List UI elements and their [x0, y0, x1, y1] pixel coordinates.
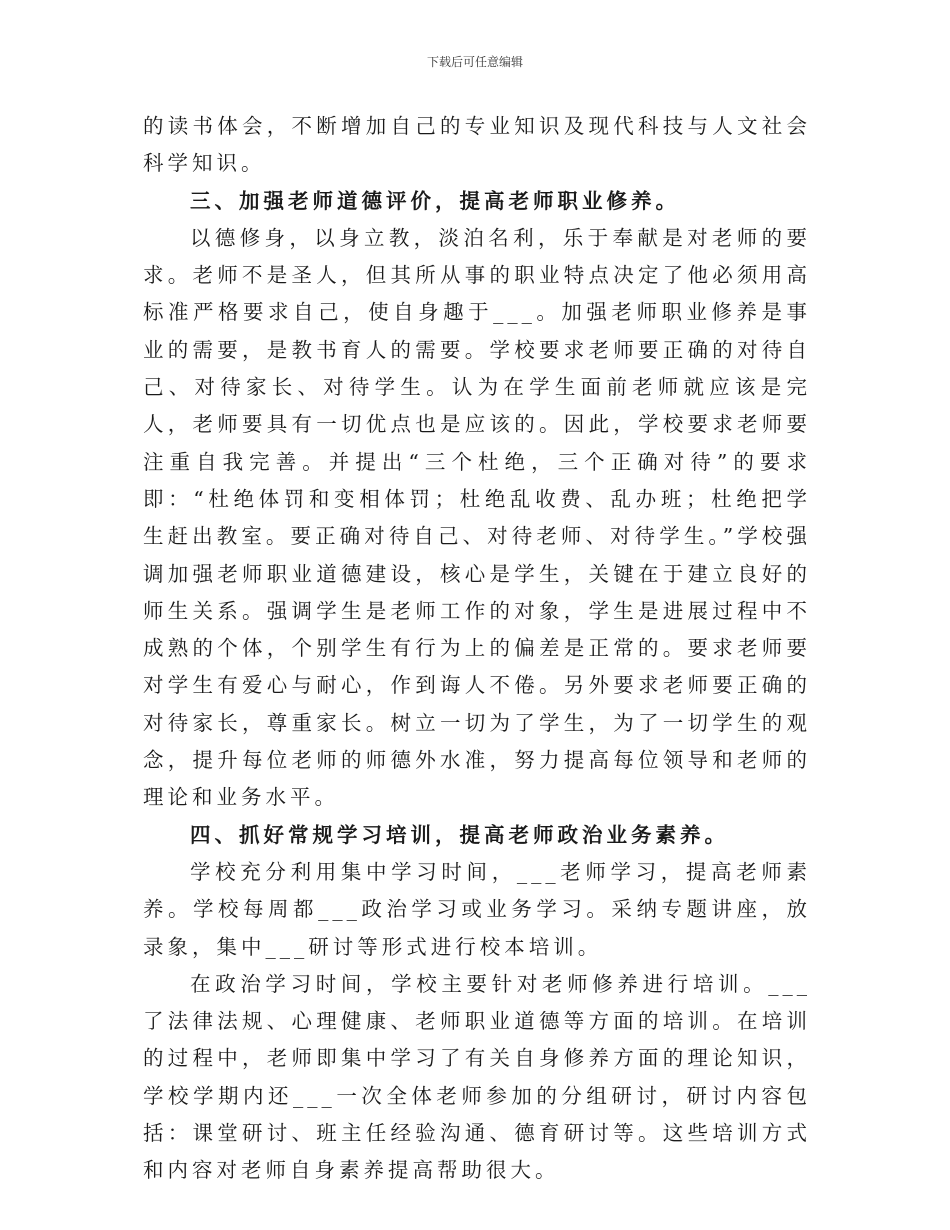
- paragraph-training: 学校充分利用集中学习时间，___老师学习，提高老师素养。学校每周都___政治学习或业务学习。采纳专题讲座，放录象，集中___研讨等形式进行校本培训。: [143, 859, 811, 959]
- section-heading-four: 四、抓好常规学习培训，提高老师政治业务素养。: [190, 822, 729, 847]
- section-heading-three: 三、加强老师道德评价，提高老师职业修养。: [190, 188, 680, 213]
- paragraph-continuation: 的读书体会，不断增加自己的专业知识及现代科技与人文社会科学知识。: [143, 114, 811, 176]
- paragraph-political-study: 在政治学习时间，学校主要针对老师修养进行培训。___了法律法规、心理健康、老师职业道德等方面的培训。在培训的过程中，老师即集中学习了有关自身修养方面的理论知识，学校学期内还___一次全体老师参加的分组研讨，研讨内容包括：课堂研讨、班主任经验沟通、德育研讨等。这些培训方式和内容对老师自身素养提高帮助很大。: [143, 971, 811, 1183]
- document-body: [143, 108, 811, 1190]
- paragraph-ethics: 以德修身，以身立教，淡泊名利，乐于奉献是对老师的要求。老师不是圣人，但其所从事的职业特点决定了他必须用高标准严格要求自己，使自身趣于___。加强老师职业修养是事业的需要，是教书育人的需要。学校要求老师要正确的对待自己、对待家长、对待学生。认为在学生面前老师就应该是完人，老师要具有一切优点也是应该的。因此，学校要求老师要注重自我完善。并提出“三个杜绝，三个正确对待”的要求即：“杜绝体罚和变相体罚；杜绝乱收费、乱办班；杜绝把学生赶出教室。要正确对待自己、对待老师、对待学生。”学校强调加强老师职业道德建设，核心是学生，关键在于建立良好的师生关系。强调学生是老师工作的对象，学生是进展过程中不成熟的个体，个别学生有行为上的偏差是正常的。要求老师要对学生有爱心与耐心，作到诲人不倦。另外要求老师要正确的对待家长，尊重家长。树立一切为了学生，为了一切学生的观念，提升每位老师的师德外水准，努力提高每位领导和老师的理论和业务水平。: [143, 225, 811, 810]
- page-header: 下载后可任意编辑: [426, 55, 523, 69]
